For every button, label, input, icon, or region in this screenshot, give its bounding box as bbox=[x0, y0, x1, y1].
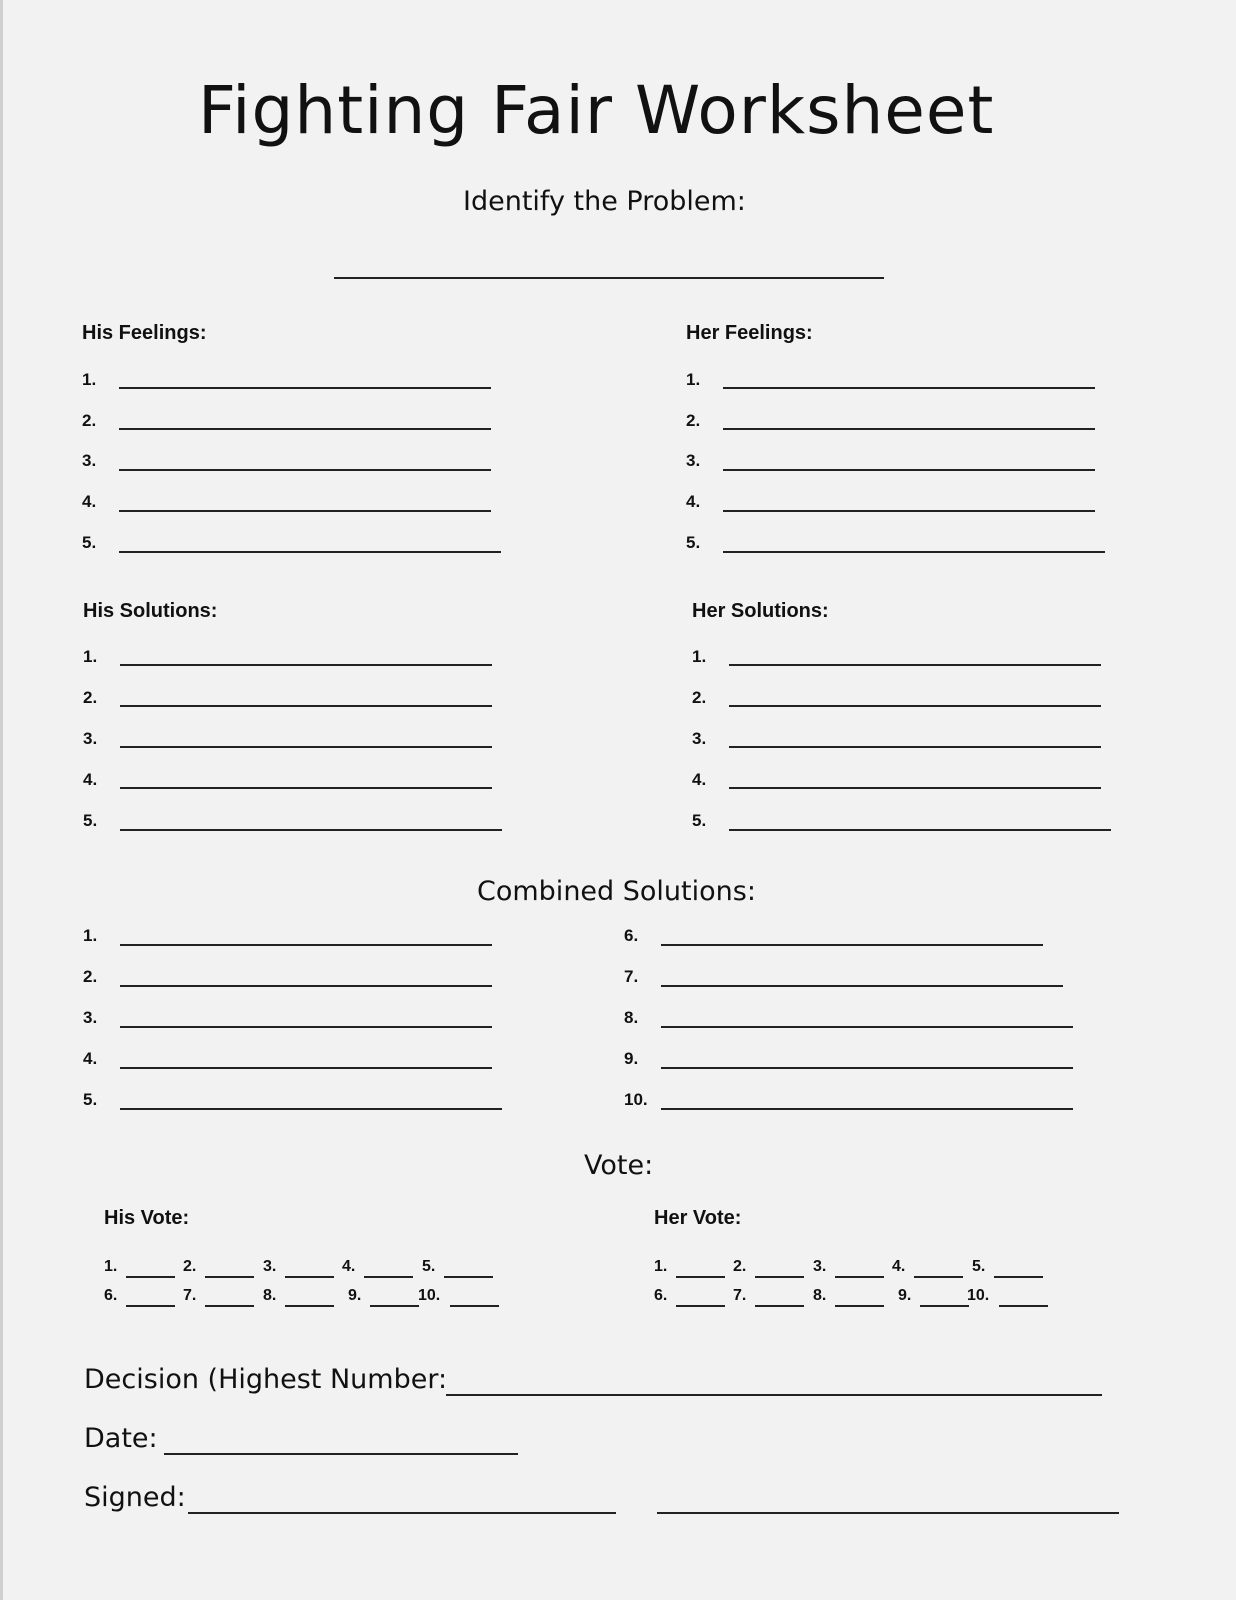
his-solution-number: 3. bbox=[83, 729, 98, 748]
combined-solution-line[interactable] bbox=[120, 985, 492, 987]
her-feeling-number: 4. bbox=[686, 492, 701, 511]
his-vote-number: 9. bbox=[348, 1287, 362, 1304]
his-feeling-line[interactable] bbox=[119, 428, 491, 430]
combined-solution-number: 10. bbox=[624, 1090, 648, 1109]
his-solution-number: 1. bbox=[83, 647, 98, 666]
her-solution-number: 1. bbox=[692, 647, 707, 666]
her-feeling-number: 5. bbox=[686, 533, 701, 552]
his-feeling-line[interactable] bbox=[119, 551, 501, 553]
his-feeling-number: 2. bbox=[82, 411, 97, 430]
combined-solution-line[interactable] bbox=[120, 944, 492, 946]
his-solution-line[interactable] bbox=[120, 829, 502, 831]
her-vote-number: 7. bbox=[733, 1287, 747, 1304]
her-solution-line[interactable] bbox=[729, 829, 1111, 831]
his-solution-number: 2. bbox=[83, 688, 98, 707]
his-feeling-number: 1. bbox=[82, 370, 97, 389]
her-signature-line[interactable] bbox=[657, 1512, 1119, 1514]
his-vote-blank[interactable] bbox=[285, 1276, 334, 1278]
her-vote-number: 1. bbox=[654, 1258, 668, 1275]
her-vote-blank[interactable] bbox=[676, 1276, 725, 1278]
his-vote-blank[interactable] bbox=[205, 1305, 254, 1307]
combined-solution-line[interactable] bbox=[661, 944, 1043, 946]
her-solution-line[interactable] bbox=[729, 664, 1101, 666]
her-vote-number: 8. bbox=[813, 1287, 827, 1304]
his-solution-line[interactable] bbox=[120, 746, 492, 748]
combined-solution-number: 2. bbox=[83, 967, 98, 986]
his-feeling-line[interactable] bbox=[119, 387, 491, 389]
combined-solution-line[interactable] bbox=[120, 1108, 502, 1110]
combined-solution-number: 5. bbox=[83, 1090, 98, 1109]
her-vote-number: 5. bbox=[972, 1258, 986, 1275]
his-vote-blank[interactable] bbox=[450, 1305, 499, 1307]
combined-solution-number: 6. bbox=[624, 926, 639, 945]
her-feeling-line[interactable] bbox=[723, 469, 1095, 471]
combined-solution-line[interactable] bbox=[120, 1026, 492, 1028]
her-solution-number: 2. bbox=[692, 688, 707, 707]
her-solution-line[interactable] bbox=[729, 705, 1101, 707]
combined-solution-line[interactable] bbox=[661, 1108, 1073, 1110]
combined-solution-line[interactable] bbox=[661, 1067, 1073, 1069]
his-solution-number: 5. bbox=[83, 811, 98, 830]
his-vote-number: 3. bbox=[263, 1258, 277, 1275]
his-solution-line[interactable] bbox=[120, 787, 492, 789]
her-feeling-number: 1. bbox=[686, 370, 701, 389]
his-vote-number: 1. bbox=[104, 1258, 118, 1275]
her-vote-blank[interactable] bbox=[835, 1305, 884, 1307]
her-vote-blank[interactable] bbox=[676, 1305, 725, 1307]
her-solution-line[interactable] bbox=[729, 787, 1101, 789]
her-vote-blank[interactable] bbox=[994, 1276, 1043, 1278]
his-vote-number: 5. bbox=[422, 1258, 436, 1275]
page-left-edge bbox=[0, 0, 3, 1600]
combined-solution-number: 7. bbox=[624, 967, 639, 986]
her-solution-number: 3. bbox=[692, 729, 707, 748]
her-feeling-number: 2. bbox=[686, 411, 701, 430]
his-vote-number: 4. bbox=[342, 1258, 356, 1275]
her-vote-blank[interactable] bbox=[920, 1305, 969, 1307]
his-vote-number: 6. bbox=[104, 1287, 118, 1304]
his-vote-label: His Vote: bbox=[104, 1207, 190, 1229]
combined-solution-number: 9. bbox=[624, 1049, 639, 1068]
her-vote-number: 2. bbox=[733, 1258, 747, 1275]
combined-solution-number: 1. bbox=[83, 926, 98, 945]
her-feeling-number: 3. bbox=[686, 451, 701, 470]
her-feeling-line[interactable] bbox=[723, 551, 1105, 553]
her-solutions-label: Her Solutions: bbox=[692, 600, 829, 622]
date-line[interactable] bbox=[164, 1453, 518, 1455]
decision-label: Decision (Highest Number: bbox=[84, 1364, 448, 1395]
his-feeling-line[interactable] bbox=[119, 469, 491, 471]
her-solution-number: 5. bbox=[692, 811, 707, 830]
page-title: Fighting Fair Worksheet bbox=[198, 72, 995, 149]
her-vote-label: Her Vote: bbox=[654, 1207, 742, 1229]
his-feeling-number: 3. bbox=[82, 451, 97, 470]
his-vote-blank[interactable] bbox=[205, 1276, 254, 1278]
combined-solution-line[interactable] bbox=[661, 1026, 1073, 1028]
her-vote-number: 4. bbox=[892, 1258, 906, 1275]
combined-solution-line[interactable] bbox=[120, 1067, 492, 1069]
identify-problem-label: Identify the Problem: bbox=[463, 186, 746, 217]
his-feeling-line[interactable] bbox=[119, 510, 491, 512]
her-solution-line[interactable] bbox=[729, 746, 1101, 748]
her-feeling-line[interactable] bbox=[723, 510, 1095, 512]
decision-line[interactable] bbox=[446, 1394, 1102, 1396]
his-solution-line[interactable] bbox=[120, 705, 492, 707]
his-feeling-number: 5. bbox=[82, 533, 97, 552]
his-vote-number: 10. bbox=[418, 1287, 441, 1304]
his-vote-blank[interactable] bbox=[370, 1305, 419, 1307]
her-vote-number: 10. bbox=[967, 1287, 990, 1304]
combined-solution-line[interactable] bbox=[661, 985, 1063, 987]
her-feeling-line[interactable] bbox=[723, 387, 1095, 389]
her-vote-number: 9. bbox=[898, 1287, 912, 1304]
her-vote-blank[interactable] bbox=[755, 1276, 804, 1278]
her-vote-number: 6. bbox=[654, 1287, 668, 1304]
her-feeling-line[interactable] bbox=[723, 428, 1095, 430]
his-vote-number: 8. bbox=[263, 1287, 277, 1304]
her-solution-number: 4. bbox=[692, 770, 707, 789]
combined-solution-number: 8. bbox=[624, 1008, 639, 1027]
his-vote-number: 7. bbox=[183, 1287, 197, 1304]
his-vote-blank[interactable] bbox=[364, 1276, 413, 1278]
her-vote-blank[interactable] bbox=[999, 1305, 1048, 1307]
his-signature-line[interactable] bbox=[188, 1512, 616, 1514]
date-label: Date: bbox=[84, 1423, 158, 1454]
combined-solution-number: 4. bbox=[83, 1049, 98, 1068]
his-vote-blank[interactable] bbox=[444, 1276, 493, 1278]
vote-label: Vote: bbox=[584, 1150, 654, 1181]
signed-label: Signed: bbox=[84, 1482, 186, 1513]
her-feelings-label: Her Feelings: bbox=[686, 322, 813, 344]
problem-line[interactable] bbox=[334, 277, 884, 279]
her-vote-blank[interactable] bbox=[835, 1276, 884, 1278]
his-solutions-label: His Solutions: bbox=[83, 600, 218, 622]
combined-solution-number: 3. bbox=[83, 1008, 98, 1027]
his-vote-number: 2. bbox=[183, 1258, 197, 1275]
his-feeling-number: 4. bbox=[82, 492, 97, 511]
his-feelings-label: His Feelings: bbox=[82, 322, 207, 344]
combined-solutions-label: Combined Solutions: bbox=[477, 876, 756, 907]
her-vote-blank[interactable] bbox=[755, 1305, 804, 1307]
her-vote-blank[interactable] bbox=[914, 1276, 963, 1278]
his-vote-blank[interactable] bbox=[126, 1276, 175, 1278]
her-vote-number: 3. bbox=[813, 1258, 827, 1275]
his-solution-line[interactable] bbox=[120, 664, 492, 666]
his-vote-blank[interactable] bbox=[285, 1305, 334, 1307]
his-vote-blank[interactable] bbox=[126, 1305, 175, 1307]
his-solution-number: 4. bbox=[83, 770, 98, 789]
